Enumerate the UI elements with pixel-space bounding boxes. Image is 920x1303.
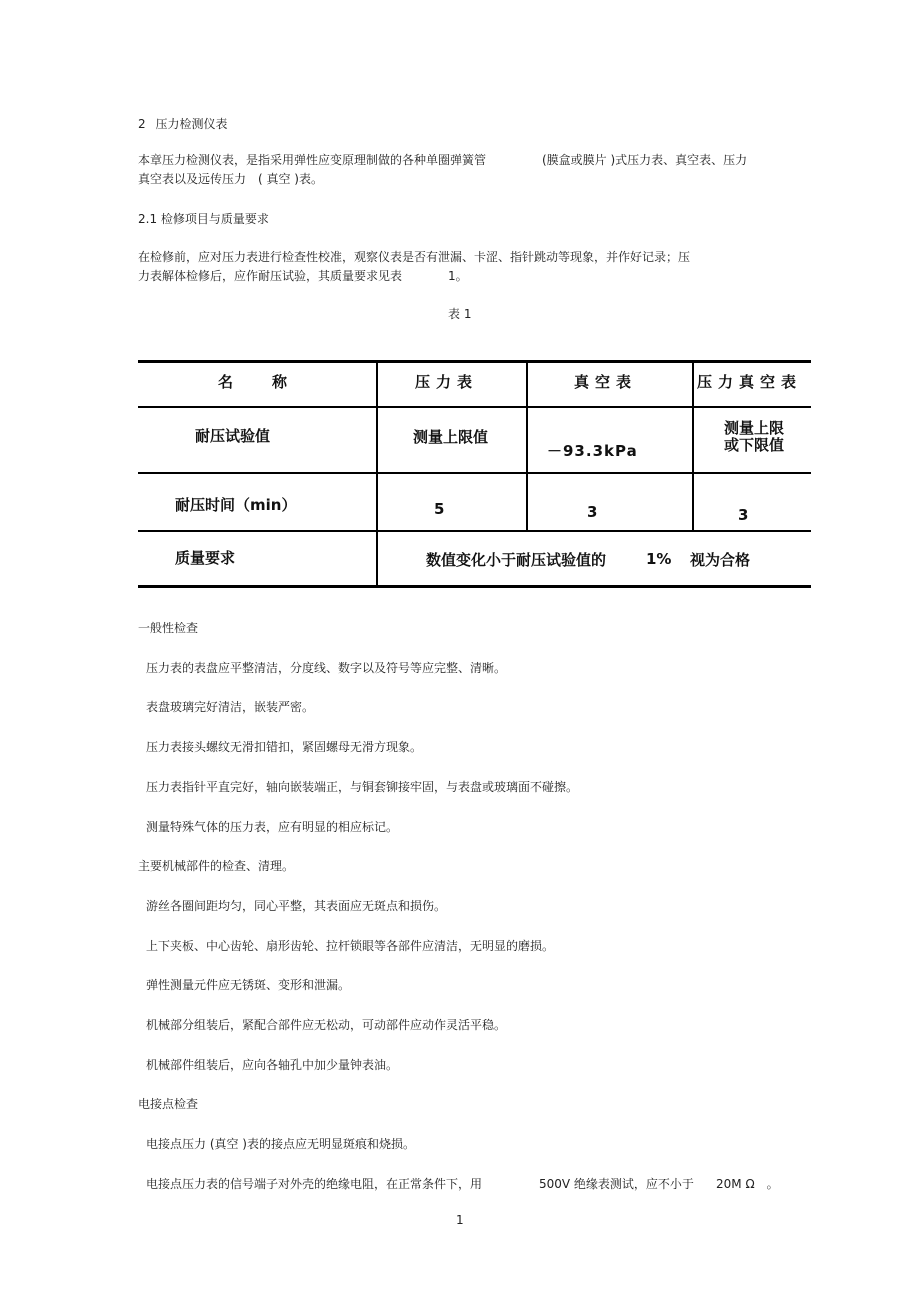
row-quality-label: 质量要求 — [175, 549, 236, 567]
mechanical-check-item: 机械部件组装后，应向各轴孔中加少量钟表油。 — [146, 1058, 399, 1072]
table-caption: 表 1 — [448, 307, 472, 321]
para-line-2b: 1。 — [448, 269, 468, 283]
pressure-test-table — [138, 360, 811, 588]
para-line-1: 在检修前，应对压力表进行检查性校准，观察仪表是否有泄漏、卡涩、指针跳动等现象，并作好记录；压 — [138, 250, 691, 264]
row-pressure-test-label: 耐压试验值 — [195, 427, 271, 445]
row-pressure-time-combo: 3 — [738, 506, 749, 524]
intro-line-1a: 本章压力检测仪表，是指采用弹性应变原理制做的各种单圈弹簧管 — [138, 153, 487, 167]
contact-check-item-2c: 20M Ω 。 — [716, 1177, 779, 1191]
table-rule-2 — [138, 472, 811, 474]
contact-check-item-2b: 500V 绝缘表测试，应不小于 — [539, 1177, 694, 1191]
general-check-title: 一般性检查 — [138, 621, 199, 635]
section-heading — [138, 116, 227, 132]
para-line-2a: 力表解体检修后，应作耐压试验，其质量要求见表 — [138, 269, 403, 283]
row-pressure-test-vacuum: －93.3kPa — [547, 442, 638, 460]
section-number: 2 — [138, 117, 146, 131]
sub-heading: 2.1 检修项目与质量要求 — [138, 212, 269, 226]
header-pressure-vacuum-gauge: 压力真空表 — [697, 373, 803, 391]
header-vacuum-gauge: 真空表 — [574, 373, 638, 391]
general-check-item: 压力表指针平直完好，轴向嵌装端正，与铜套铆接牢固，与表盘或玻璃面不碰擦。 — [146, 780, 579, 794]
row-pressure-test-combo-1: 测量上限 — [724, 419, 785, 437]
row-pressure-time-vacuum: 3 — [587, 503, 598, 521]
intro-line-1b: (膜盒或膜片 )式压力表、真空表、压力 — [542, 153, 748, 167]
row-quality-value-pct: 1% — [646, 550, 672, 568]
general-check-item: 表盘玻璃完好清洁，嵌装严密。 — [146, 700, 315, 714]
row-pressure-time-gauge: 5 — [434, 500, 445, 518]
row-quality-value-b: 视为合格 — [690, 551, 751, 569]
contact-check-title: 电接点检查 — [138, 1097, 199, 1111]
table-rule-3 — [138, 530, 811, 532]
row-pressure-time-label: 耐压时间（min） — [175, 496, 297, 514]
contact-check-item: 电接点压力 (真空 )表的接点应无明显斑痕和烧损。 — [146, 1137, 415, 1151]
intro-line-2: 真空表以及远传压力 ( 真空 )表。 — [138, 172, 323, 186]
table-rule-bottom — [138, 585, 811, 588]
mechanical-check-item: 机械部分组装后，紧配合部件应无松动，可动部件应动作灵活平稳。 — [146, 1018, 507, 1032]
table-col-rule-1 — [376, 360, 378, 588]
general-check-item: 压力表的表盘应平整清洁，分度线、数字以及符号等应完整、清晰。 — [146, 661, 507, 675]
page-number: 1 — [456, 1213, 464, 1227]
mechanical-check-item: 上下夹板、中心齿轮、扇形齿轮、拉杆锁眼等各部件应清洁，无明显的磨损。 — [146, 939, 555, 953]
row-pressure-test-gauge: 测量上限值 — [413, 428, 489, 446]
row-pressure-test-combo-2: 或下限值 — [724, 436, 785, 454]
section-title: 压力检测仪表 — [155, 117, 228, 131]
header-pressure-gauge: 压力表 — [415, 373, 479, 391]
general-check-item: 测量特殊气体的压力表，应有明显的相应标记。 — [146, 820, 399, 834]
row-quality-value-a: 数值变化小于耐压试验值的 — [426, 551, 607, 569]
table-col-rule-3 — [692, 360, 694, 532]
header-name: 名 称 — [218, 373, 300, 391]
table-col-rule-2 — [526, 360, 528, 532]
table-rule-top — [138, 360, 811, 363]
contact-check-item-2a: 电接点压力表的信号端子对外壳的绝缘电阻，在正常条件下，用 — [146, 1177, 483, 1191]
mechanical-check-item: 弹性测量元件应无锈斑、变形和泄漏。 — [146, 978, 351, 992]
mechanical-check-item: 游丝各圈间距均匀，同心平整，其表面应无斑点和损伤。 — [146, 899, 447, 913]
general-check-item: 压力表接头螺纹无滑扣错扣，紧固螺母无滑方现象。 — [146, 740, 423, 754]
mechanical-check-title: 主要机械部件的检查、清理。 — [138, 859, 295, 873]
table-rule-1 — [138, 406, 811, 408]
